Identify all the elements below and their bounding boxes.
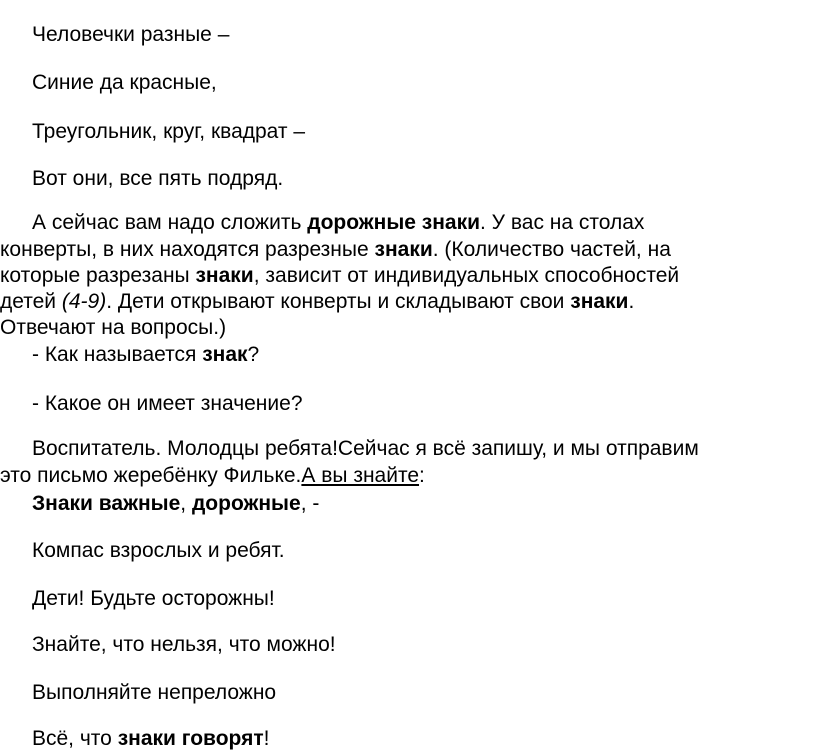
text: конверты, в них находятся разрезные xyxy=(0,238,375,261)
text: это письмо жеребёнку Фильке. xyxy=(0,464,302,487)
text: Воспитатель. Молодцы ребята!Сейчас я всё запишу, и мы отправим xyxy=(32,437,699,460)
text: Всё, что xyxy=(32,727,118,750)
poem2-line-1 xyxy=(32,491,816,517)
text: - Как называется xyxy=(32,343,203,366)
text: Синие да красные, xyxy=(32,71,217,94)
poem2-line-5 xyxy=(32,680,816,706)
poem-line-3 xyxy=(32,119,816,145)
text: - Какое он имеет значение? xyxy=(32,392,303,415)
bold-text: знаки говорят xyxy=(117,727,264,750)
text: ? xyxy=(247,343,260,366)
text: Отвечают на вопросы.) xyxy=(0,316,227,339)
paragraph-line-2 xyxy=(0,237,816,263)
poem-line-2 xyxy=(32,70,816,96)
text: , xyxy=(180,492,192,515)
text: детей xyxy=(0,290,62,313)
poem2-line-4 xyxy=(32,632,816,658)
text: А сейчас вам надо сложить xyxy=(32,211,308,234)
paragraph-line-1 xyxy=(32,210,816,236)
poem2-line-6 xyxy=(32,726,816,752)
text: , зависит от индивидуальных способностей xyxy=(253,264,680,287)
bold-text: Знаки важные xyxy=(32,492,181,515)
question-2 xyxy=(32,391,816,417)
text: Человечки разные – xyxy=(32,23,230,46)
bold-text: знаки xyxy=(374,238,433,261)
text: Вот они, все пять подряд. xyxy=(32,167,284,190)
text: . (Количество частей, на xyxy=(432,238,671,261)
poem2-line-2 xyxy=(32,538,816,564)
text: . Дети открывают конверты и складывают свои xyxy=(106,290,571,313)
bold-text: дорожные знаки xyxy=(307,211,481,234)
teacher-line-1 xyxy=(32,436,816,462)
paragraph-line-5 xyxy=(0,315,816,341)
text: Компас взрослых и ребят. xyxy=(32,539,285,562)
poem2-line-3 xyxy=(32,586,816,612)
bold-text: дорожные xyxy=(191,492,301,515)
poem-line-1 xyxy=(32,22,816,48)
italic-text: (4-9) xyxy=(61,290,107,313)
bold-text: знаки xyxy=(195,264,254,287)
paragraph-line-3 xyxy=(0,263,816,289)
text: ! xyxy=(263,727,270,750)
text: Выполняйте непреложно xyxy=(32,681,277,704)
question-1 xyxy=(32,342,816,368)
underlined-text: А вы знайте xyxy=(301,464,420,487)
paragraph-line-4 xyxy=(0,289,816,315)
text: Дети! Будьте осторожны! xyxy=(32,587,275,610)
text: . xyxy=(628,290,635,313)
bold-text: знак xyxy=(202,343,248,366)
text: . У вас на столах xyxy=(480,211,645,234)
text: , - xyxy=(300,492,320,515)
bold-text: знаки xyxy=(570,290,629,313)
poem-line-4 xyxy=(32,166,816,192)
text: : xyxy=(419,464,425,487)
text: которые разрезаны xyxy=(0,264,196,287)
text: Знайте, что нельзя, что можно! xyxy=(32,633,336,656)
text: Треугольник, круг, квадрат – xyxy=(32,120,306,143)
teacher-line-2 xyxy=(0,463,816,489)
